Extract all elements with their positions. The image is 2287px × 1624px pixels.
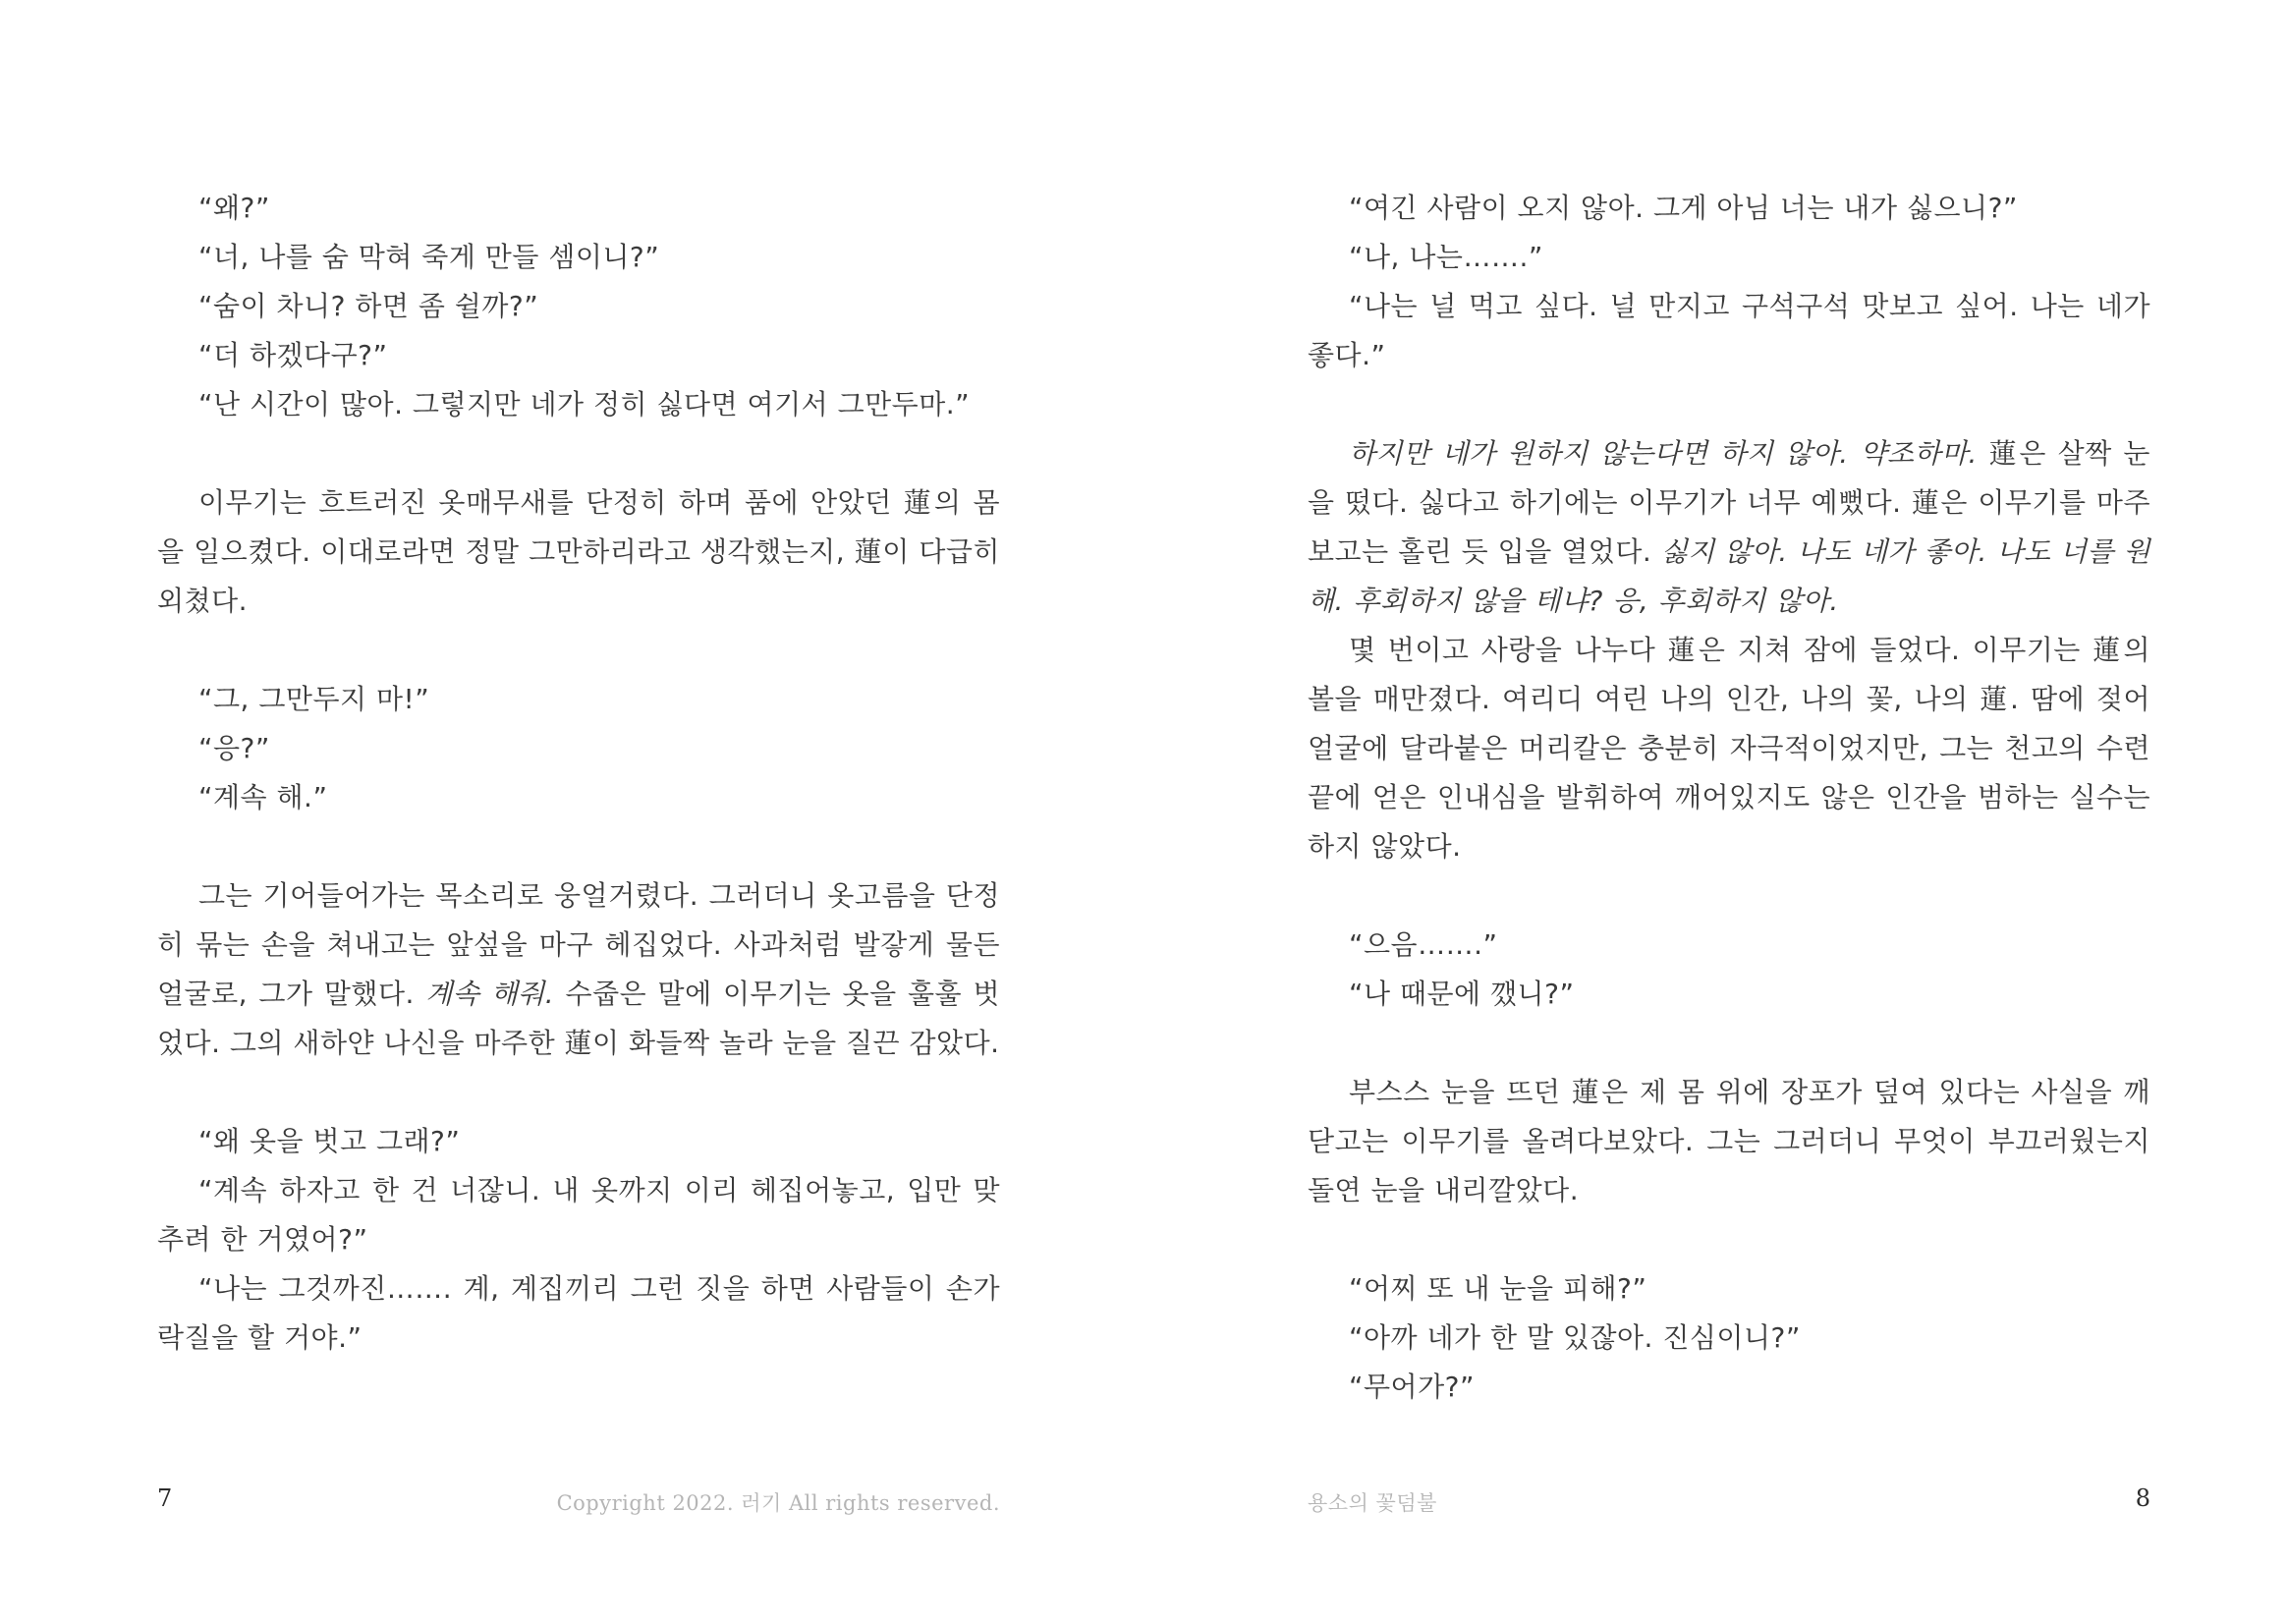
narration-paragraph: 몇 번이고 사랑을 나누다 蓮은 지쳐 잠에 들었다. 이무기는 蓮의 볼을 매만졌다. 여리디 여린 나의 인간, 나의 꽃, 나의 蓮. 땀에 젖어 얼굴에 달라붙은 머리칼은 충분히 자극적이었지만, 그는 천고의 수련 끝에 얻은 인내심을 발휘하여 깨어있지도 않은 인간을 범하는 실수는 하지 않았다. — [1308, 634, 2150, 863]
copyright-footer: Copyright 2022. 러기 All rights reserved. — [556, 1491, 1000, 1515]
dialogue-line: “여긴 사람이 오지 않아. 그게 아님 너는 내가 싫으니?” — [1349, 192, 2018, 224]
dialogue-line: “아까 네가 한 말 있잖아. 진심이니?” — [1349, 1321, 1801, 1354]
dialogue-line: “나, 나는…….” — [1349, 241, 1543, 273]
paragraph-gap — [1308, 871, 2150, 921]
dialogue-line: “숨이 차니? 하면 좀 쉴까?” — [198, 290, 539, 322]
dialogue-line: “계속 해.” — [198, 781, 328, 813]
narration-paragraph — [157, 871, 1000, 1068]
paragraph-text: 그는 기어들어가는 목소리로 웅얼거렸다. 그러더니 옷고름을 단정히 묶는 손을 쳐내고는 앞섶을 마구 헤집었다. 사과처럼 발갛게 물든 얼굴로, 그가 말했다. — [157, 879, 1000, 1010]
right-page-body — [1308, 184, 2150, 1412]
narration-paragraph: 이무기는 흐트러진 옷매무새를 단정히 하며 품에 안았던 蓮의 몸을 일으켰다. 이대로라면 정말 그만하리라고 생각했는지, 蓮이 다급히 외쳤다. — [157, 486, 1000, 617]
dialogue-line: “그, 그만두지 마!” — [198, 683, 430, 715]
dialogue-line: “왜?” — [198, 192, 270, 224]
paragraph-gap — [157, 429, 1000, 478]
dialogue-line: “너, 나를 숨 막혀 죽게 만들 셈이니?” — [198, 241, 660, 273]
inner-thought: 싫지 않아. 나도 네가 좋아. 나도 너를 원해. 후회하지 않을 테냐? 응, 후회하지 않아. — [1308, 535, 2151, 617]
dialogue-line: “응?” — [198, 732, 270, 764]
dialogue-line: “나 때문에 깼니?” — [1349, 978, 1575, 1010]
inner-thought: 계속 해줘. — [425, 978, 555, 1010]
page-number: 8 — [2135, 1484, 2150, 1512]
paragraph-text: 수줍은 말에 이무기는 옷을 훌훌 벗었다. 그의 새하얀 나신을 마주한 蓮이 화들짝 놀라 눈을 질끈 감았다. — [157, 978, 1000, 1059]
narration-paragraph: “나는 그것까진……. 계, 계집끼리 그런 짓을 하면 사람들이 손가락질을 할 거야.” — [157, 1272, 1000, 1354]
inner-thought: 하지만 네가 원하지 않는다면 하지 않아. 약조하마. — [1349, 437, 1978, 470]
dialogue-line: “더 하겠다구?” — [198, 339, 388, 371]
paragraph-gap — [157, 626, 1000, 675]
narration-paragraph — [1308, 429, 2150, 626]
dialogue-line: “왜 옷을 벗고 그래?” — [198, 1125, 461, 1157]
narration-paragraph: 부스스 눈을 뜨던 蓮은 제 몸 위에 장포가 덮여 있다는 사실을 깨닫고는 이무기를 올려다보았다. 그는 그러더니 무엇이 부끄러웠는지 돌연 눈을 내리깔았다. — [1308, 1076, 2150, 1206]
paragraph-gap — [157, 1068, 1000, 1117]
narration-paragraph: “나는 널 먹고 싶다. 널 만지고 구석구석 맛보고 싶어. 나는 네가 좋다.” — [1308, 290, 2150, 371]
paragraph-gap — [1308, 1215, 2150, 1264]
dialogue-line: “난 시간이 많아. 그렇지만 네가 정히 싫다면 여기서 그만두마.” — [198, 388, 971, 420]
right-page — [1308, 0, 2150, 1624]
paragraph-gap — [157, 822, 1000, 871]
paragraph-gap — [1308, 1019, 2150, 1068]
dialogue-line: “무어가?” — [1349, 1371, 1476, 1403]
paragraph-gap — [1308, 380, 2150, 429]
left-page-body — [157, 184, 1000, 1363]
paragraph-text: 蓮은 살짝 눈을 떴다. 싫다고 하기에는 이무기가 너무 예뻤다. 蓮은 이무기를 마주 보고는 홀린 듯 입을 열었다. — [1308, 437, 2150, 568]
dialogue-line: “어찌 또 내 눈을 피해?” — [1349, 1272, 1647, 1305]
page-number: 7 — [157, 1484, 173, 1512]
dialogue-line: “으음…….” — [1349, 928, 1498, 961]
book-title-footer: 용소의 꽃덤불 — [1308, 1491, 1437, 1515]
left-page — [157, 0, 1000, 1624]
narration-paragraph: “계속 하자고 한 건 너잖니. 내 옷까지 이리 헤집어놓고, 입만 맞추려 한 거였어?” — [157, 1174, 1000, 1256]
